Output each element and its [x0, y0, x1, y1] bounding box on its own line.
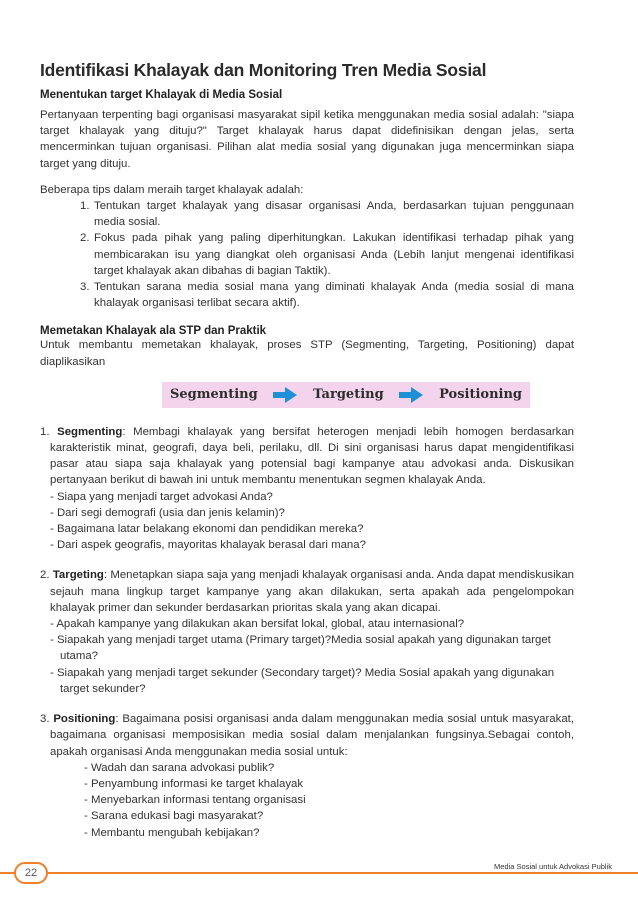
- stp-item-positioning: 3. Positioning: Bagaimana posisi organisasi anda dalam menggunakan media sosial untuk masyarakat, bagaimana organisasi memposisikan media sosial dalam menjalankan fungsinya.Sebagai contoh, apakah organisasi Anda menggunakan media sosial untuk: - Wadah dan sarana advokasi publik? - Penyambung informasi ke target khalayak - Menyebarkan informasi tentang organisasi - Sarana edukasi bagi masyarakat? - Membantu mengubah kebijakan?: [40, 711, 574, 841]
- stp-item-targeting: 2. Targeting: Menetapkan siapa saja yang menjadi khalayak organisasi anda. Anda dapat mendiskusikan sejauh mana lingkup target kampanye yang akan dilakukan, serta apakah ada pengelompokan khalayak primer dan sekunder berdasarkan prioritas skala yang akan dicapai. - Apakah kampanye yang dilakukan akan bersifat lokal, global, atau internasional? - Siapakah yang menjadi target utama (Primary target)?Media sosial apakah yang digunakan target utama? - Siapakah yang menjadi target sekunder (Secondary target)? Media Sosial apakah yang digunakan target sekunder?: [40, 567, 574, 697]
- list-item: - Wadah dan sarana advokasi publik?: [84, 761, 275, 774]
- paragraph-tips-intro: Beberapa tips dalam meraih target khalayak adalah:: [40, 183, 304, 196]
- arrow-right-icon: [399, 387, 423, 403]
- list-item: - Siapa yang menjadi target advokasi Anda?: [50, 490, 273, 503]
- running-title: Media Sosial untuk Advokasi Publik: [490, 862, 616, 871]
- page-title: Identifikasi Khalayak dan Monitoring Tren Media Sosial: [40, 60, 487, 80]
- section-heading-target: Menentukan target Khalayak di Media Sosial: [40, 89, 283, 101]
- list-item: 3. Tentukan sarana media sosial mana yang diminati khalayak Anda (media sosial di mana khalayak organisasi terlibat secara aktif).: [80, 281, 574, 310]
- list-item: - Penyambung informasi ke target khalayak: [84, 777, 304, 790]
- stp-targeting: Targeting: [313, 387, 384, 403]
- list-item: - Sarana edukasi bagi masyarakat?: [84, 810, 264, 823]
- list-item: - Apakah kampanye yang dilakukan akan bersifat lokal, global, atau internasional?: [50, 618, 465, 631]
- arrow-right-icon: [273, 387, 297, 403]
- stp-item-segmenting: 1. Segmenting: Membagi khalayak yang bersifat heterogen menjadi lebih homogen berdasarkan karakteristik minat, geografi, daya beli, perilaku, dll. Di sini organisasi harus dapat mengidentifikasi pasar atau siapa saja khalayak yang potensial bagi kampanye atau advokasi anda. Diskusikan pertanyaan berikut di bawah ini untuk membantu menentukan segmen khalayak Anda. - Siapa yang menjadi target advokasi Anda? - Dari segi demografi (usia dan jenis kelamin)? - Bagaimana latar belakang ekonomi dan pendidikan mereka? - Dari aspek geografis, mayoritas khalayak berasal dari mana?: [40, 424, 574, 554]
- page-content: [40, 60, 574, 841]
- list-item: 1. Tentukan target khalayak yang disasar organisasi Anda, berdasarkan tujuan penggunaan media sosial.: [80, 200, 574, 229]
- list-item: - Siapakah yang menjadi target sekunder (Secondary target)? Media Sosial apakah yang digunakan target sekunder?: [50, 666, 555, 695]
- footer-divider: [0, 872, 638, 874]
- list-item: - Siapakah yang menjadi target utama (Primary target)?Media sosial apakah yang digunakan target utama?: [50, 634, 551, 663]
- list-item: - Menyebarkan informasi tentang organisasi: [84, 794, 306, 807]
- stp-positioning: Positioning: [439, 387, 522, 403]
- tips-list: [40, 198, 574, 311]
- list-item: - Bagaimana latar belakang ekonomi dan pendidikan mereka?: [50, 523, 364, 536]
- list-item: - Membantu mengubah kebijakan?: [84, 826, 260, 839]
- section-heading-stp: Memetakan Khalayak ala STP dan Praktik: [40, 325, 267, 338]
- paragraph-intro: Pertanyaan terpenting bagi organisasi masyarakat sipil ketika menggunakan media sosial adalah: "siapa target khalayak yang dituju?" Target khalayak harus dapat didefinisikan dengan jelas, serta mencerminkan tujuan organisasi. Pilihan alat media sosial yang digunakan juga mencerminkan siapa target yang dituju.: [40, 109, 574, 170]
- list-item: - Dari aspek geografis, mayoritas khalayak berasal dari mana?: [50, 539, 366, 552]
- stp-diagram: [162, 382, 530, 408]
- list-item: 2. Fokus pada pihak yang paling diperhitungkan. Lakukan identifikasi terhadap pihak yang membicarakan isu yang diangkat oleh organisasi Anda (Lebih lanjut mengenai identifikasi target khalayak akan dibahas di bagian Taktik).: [80, 232, 574, 277]
- stp-segmenting: Segmenting: [170, 387, 258, 403]
- paragraph-stp-intro: Untuk membantu memetakan khalayak, proses STP (Segmenting, Targeting, Positioning) dapat diaplikasikan: [40, 339, 574, 368]
- page-number: 22: [14, 862, 48, 884]
- list-item: - Dari segi demografi (usia dan jenis kelamin)?: [50, 506, 285, 519]
